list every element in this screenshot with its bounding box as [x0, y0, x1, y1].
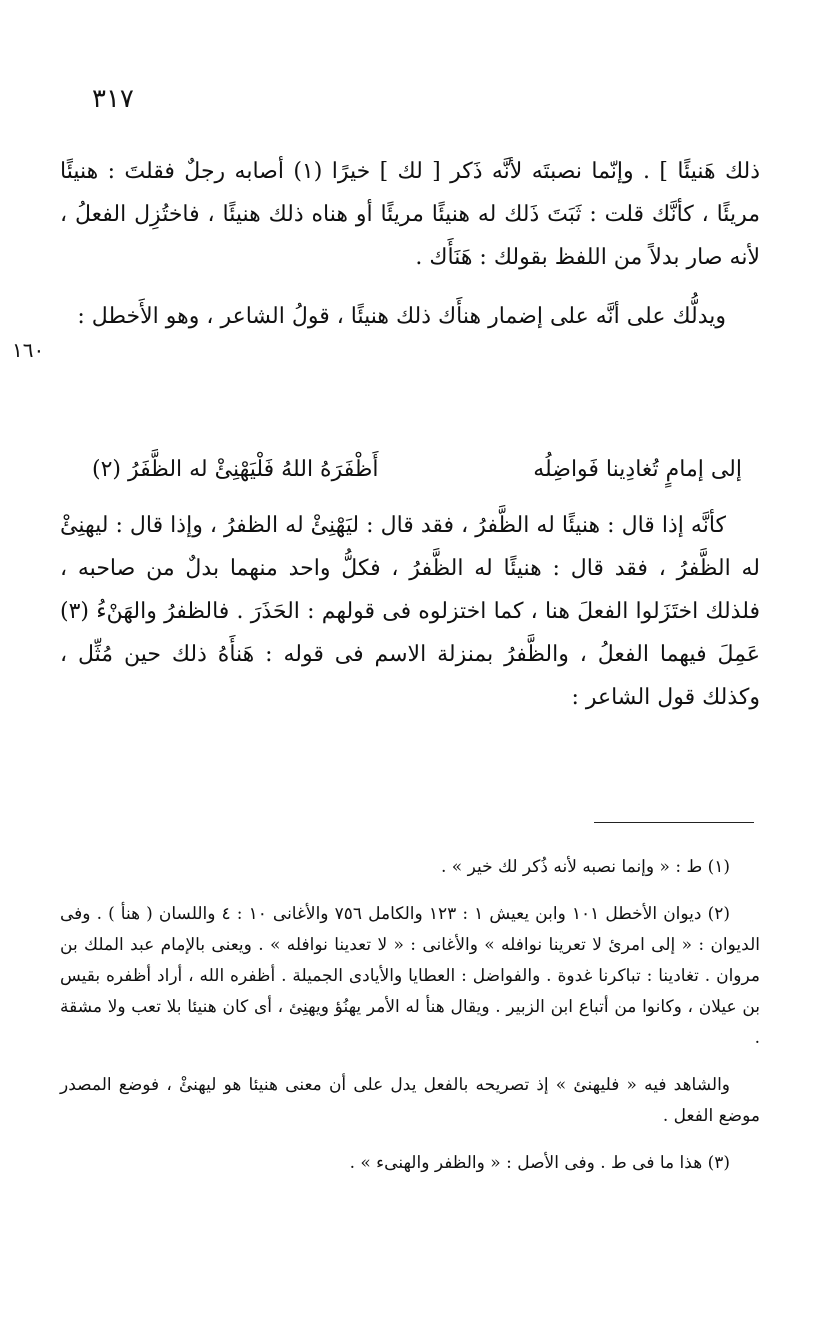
- footnote-2: (٢) ديوان الأخطل ١٠١ وابن يعيش ١ : ١٢٣ والكامل ٧٥٦ والأغانى ١٠ : ٤ واللسان ( هنأ ) . وفى الديوان : « إلى امرئ لا تعرينا نوافله » والأغانى : « لا تعدينا نوافله » . ويعنى بالإمام عبد الملك بن مروان . تغادينا : تباكرنا غدوة . والفواضل : العطايا والأيادى الجميلة . أظفره الله ، أراد أظفره بقيس بن عيلان ، وكانوا من أتباع ابن الزبير . ويقال هنأ له الأمر يهنُؤ ويهنِئ ، أى كان هنيئا بلا تعب ولا مشقة .: [60, 904, 760, 1048]
- poetry-verse: [92, 450, 742, 490]
- page-number: ٣١٧: [92, 84, 134, 114]
- footnote-3: (٣) هذا ما فى ط . وفى الأصل : « والظفر والهنىء » .: [349, 1153, 730, 1173]
- paragraph-1: ذلك هَنيئًا ] . وإنّما نصبتَه لأنَّه ذَكر [ لك ] خيرًا (١) أصابه رجلٌ فقلتَ : هنيئًا مريئًا ، كأنَّك قلت : ثَبَتَ ذَلك له هنيئًا مريئًا أو هناه ذلك هنيئًا ، فاختُزِل الفعلُ ، لأنه صار بدلاً من اللفظ بقولك : هَنَأَك .: [60, 159, 760, 270]
- main-text: [60, 150, 760, 338]
- paragraph-3: كأنَّه إذا قال : هنيئًا له الظَّفرُ ، فقد قال : ليَهْنِئْ له الظفرُ ، وإذا قال : ليهنِئْ له الظَّفرُ ، فقد قال : هنيئًا له الظَّفرُ ، فكلُّ واحد منهما بدلٌ من صاحبه ، فلذلك اختَزَلوا الفعلَ هنا ، كما اختزلوه فى قولهم : الحَذَرَ . فالظفرُ والهَنْءُ (٣) عَمِلَ فيهما الفعلُ ، والظَّفرُ بمنزلة الاسم فى قوله : هَنأَهُ ذلك حين مُثِّل ، وكذلك قول الشاعر :: [60, 513, 760, 710]
- paragraph-2: ويدلُّك على أنَّه على إضمار هنأَك ذلك هنيئًا ، قولُ الشاعر ، وهو الأَخطل :: [77, 304, 726, 329]
- margin-line-number: ١٦٠: [12, 338, 45, 362]
- verse-second-hemistich: أَظْفَرَهُ اللهُ فَلْيَهْنِئْ له الظَّفَرُ (٢): [92, 457, 379, 482]
- footnote-2-continued: والشاهد فيه « فليهنئ » إذ تصريحه بالفعل يدل على أن معنى هنيئا هو ليهنئْ ، فوضع المصدر موضع الفعل .: [60, 1075, 760, 1126]
- footnote-separator: [594, 822, 754, 823]
- footnote-1: (١) ط : « وإنما نصبه لأنه ذُكر لك خير » .: [440, 857, 730, 877]
- main-text-continued: [60, 504, 760, 719]
- footnotes: [60, 852, 760, 1179]
- verse-first-hemistich: إلى إمامٍ تُغادِينا فَواضِلُه: [533, 457, 742, 482]
